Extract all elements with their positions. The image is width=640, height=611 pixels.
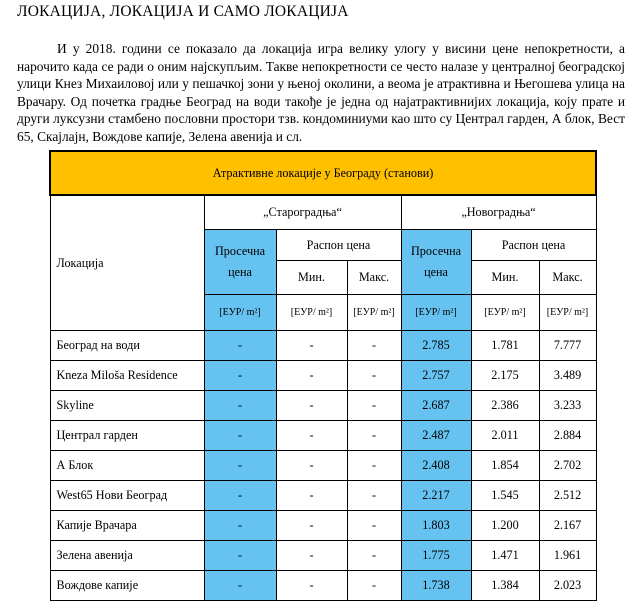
table-row (50, 511, 596, 541)
old-avg-price: - (204, 511, 276, 541)
old-max-price: - (347, 451, 401, 481)
old-avg-price: - (204, 391, 276, 421)
new-min-price: 1.200 (471, 511, 539, 541)
unit-avg-new: [ЕУР/ m²] (401, 295, 471, 331)
location-name: West65 Нови Београд (50, 481, 204, 511)
min-header-old: Мин. (276, 261, 347, 295)
max-header-old: Макс. (347, 261, 401, 295)
old-min-price: - (276, 361, 347, 391)
page-heading: ЛОКАЦИЈА, ЛОКАЦИЈА И САМО ЛОКАЦИЈА (17, 3, 349, 20)
group-header-new: „Новоградња“ (401, 195, 596, 230)
old-min-price: - (276, 511, 347, 541)
new-min-price: 1.545 (471, 481, 539, 511)
old-max-price: - (347, 481, 401, 511)
location-name: Београд на води (50, 331, 204, 361)
table-row (50, 331, 596, 361)
avg-price-header-old: Просечна цена (204, 230, 276, 295)
new-max-price: 3.489 (539, 361, 596, 391)
table-row (50, 361, 596, 391)
old-max-price: - (347, 391, 401, 421)
new-max-price: 3.233 (539, 391, 596, 421)
table-row (50, 451, 596, 481)
new-avg-price: 2.757 (401, 361, 471, 391)
old-max-price: - (347, 541, 401, 571)
location-column-header: Локација (50, 195, 204, 331)
table-row (50, 421, 596, 451)
old-avg-price: - (204, 361, 276, 391)
old-avg-price: - (204, 541, 276, 571)
new-max-price: 2.884 (539, 421, 596, 451)
old-min-price: - (276, 571, 347, 601)
new-avg-price: 1.775 (401, 541, 471, 571)
old-max-price: - (347, 511, 401, 541)
location-name: Kneza Miloša Residence (50, 361, 204, 391)
table-row (50, 541, 596, 571)
location-name: Капије Врачара (50, 511, 204, 541)
table-title: Атрактивне локације у Београду (станови) (50, 151, 596, 195)
avg-price-header-new: Просечна цена (401, 230, 471, 295)
old-min-price: - (276, 481, 347, 511)
new-max-price: 2.023 (539, 571, 596, 601)
unit-min-new: [ЕУР/ m²] (471, 295, 539, 331)
location-name: Зелена авенија (50, 541, 204, 571)
new-avg-price: 2.687 (401, 391, 471, 421)
location-name: А Блок (50, 451, 204, 481)
old-min-price: - (276, 451, 347, 481)
old-min-price: - (276, 421, 347, 451)
unit-avg-old: [ЕУР/ m²] (204, 295, 276, 331)
new-avg-price: 1.738 (401, 571, 471, 601)
min-header-new: Мин. (471, 261, 539, 295)
new-avg-price: 1.803 (401, 511, 471, 541)
new-max-price: 1.961 (539, 541, 596, 571)
new-min-price: 2.386 (471, 391, 539, 421)
old-avg-price: - (204, 331, 276, 361)
table-row (50, 481, 596, 511)
new-min-price: 1.471 (471, 541, 539, 571)
new-min-price: 1.854 (471, 451, 539, 481)
unit-max-old: [ЕУР/ m²] (347, 295, 401, 331)
location-name: Skyline (50, 391, 204, 421)
new-avg-price: 2.487 (401, 421, 471, 451)
old-avg-price: - (204, 481, 276, 511)
unit-min-old: [ЕУР/ m²] (276, 295, 347, 331)
new-max-price: 7.777 (539, 331, 596, 361)
old-avg-price: - (204, 421, 276, 451)
location-name: Вождове капије (50, 571, 204, 601)
old-min-price: - (276, 391, 347, 421)
old-avg-price: - (204, 451, 276, 481)
new-max-price: 2.702 (539, 451, 596, 481)
old-avg-price: - (204, 571, 276, 601)
new-min-price: 1.781 (471, 331, 539, 361)
unit-max-new: [ЕУР/ m²] (539, 295, 596, 331)
old-min-price: - (276, 331, 347, 361)
intro-paragraph: И у 2018. години се показало да локација игра велику улогу у висини цене непокретности, а нарочито када се ради о оним најскупљим. Такве непокретности се често налазе у централној београдској улици Кнез Михаиловој или у пешачкој зони у њеној околини, а веома је атрактивна и Његошева улица на Врачару. Од почетка градње Београд на води такође је једна од најатрактивнијих локација, коју прате и други луксузни стамбено пословни простори тзв. кондоминиуми као што су Централ гарден, А блок, Вест 65, Скајлајн, Вождове капије, Зелена авенија и сл. (17, 41, 625, 144)
old-max-price: - (347, 421, 401, 451)
old-max-price: - (347, 331, 401, 361)
new-avg-price: 2.785 (401, 331, 471, 361)
price-range-header-old: Распон цена (276, 230, 401, 261)
new-avg-price: 2.217 (401, 481, 471, 511)
max-header-new: Макс. (539, 261, 596, 295)
location-name: Централ гарден (50, 421, 204, 451)
locations-table (49, 150, 597, 601)
old-max-price: - (347, 571, 401, 601)
new-min-price: 2.175 (471, 361, 539, 391)
new-min-price: 1.384 (471, 571, 539, 601)
old-max-price: - (347, 361, 401, 391)
new-min-price: 2.011 (471, 421, 539, 451)
table-row (50, 391, 596, 421)
new-max-price: 2.512 (539, 481, 596, 511)
table-row (50, 571, 596, 601)
new-max-price: 2.167 (539, 511, 596, 541)
old-min-price: - (276, 541, 347, 571)
group-header-old: „Староградња“ (204, 195, 401, 230)
new-avg-price: 2.408 (401, 451, 471, 481)
price-range-header-new: Распон цена (471, 230, 596, 261)
